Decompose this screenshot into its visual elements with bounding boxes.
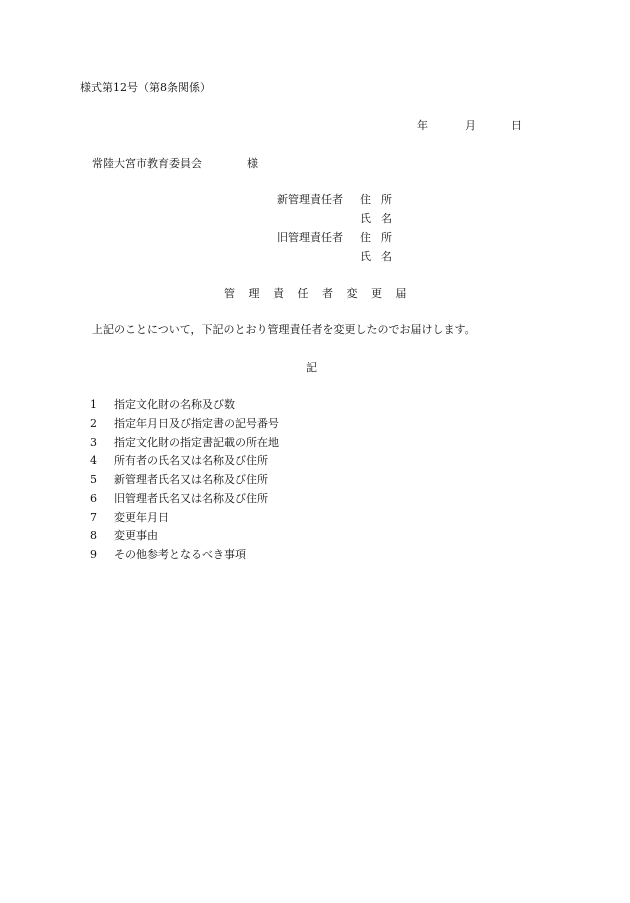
item-number: 1 bbox=[90, 398, 97, 411]
date-year-label: 年 bbox=[417, 119, 428, 132]
item-number: 2 bbox=[90, 416, 97, 430]
old-manager-name-label: 氏名 bbox=[360, 250, 402, 263]
date-month-label: 月 bbox=[465, 119, 476, 132]
item-number: 5 bbox=[90, 473, 97, 486]
list-item bbox=[90, 454, 279, 473]
item-text: 新管理者氏名又は名称及び住所 bbox=[114, 473, 268, 486]
item-text: 変更事由 bbox=[114, 529, 158, 543]
item-number: 8 bbox=[90, 529, 97, 543]
addressee-honorific: 様 bbox=[247, 157, 258, 170]
list-item bbox=[90, 511, 279, 530]
addressee-name: 常陸大宮市教育委員会 bbox=[92, 157, 202, 170]
intro-text: 上記のことについて，下記のとおり管理責任者を変更したのでお届けします。 bbox=[92, 323, 476, 336]
item-text: 旧管理者氏名又は名称及び住所 bbox=[114, 491, 268, 505]
form-number: 様式第12号（第8条関係） bbox=[80, 81, 211, 94]
item-text: 指定年月日及び指定書の記号番号 bbox=[114, 416, 279, 430]
new-manager-name-label: 氏名 bbox=[360, 212, 402, 225]
ki-heading: 記 bbox=[306, 361, 317, 374]
new-manager-address-label: 住所 bbox=[360, 193, 402, 206]
date-day-label: 日 bbox=[511, 119, 522, 132]
old-manager-role: 旧管理責任者 bbox=[277, 231, 343, 244]
form-title: 管理責任者変更届 bbox=[224, 287, 420, 300]
list-item bbox=[90, 436, 279, 455]
item-list bbox=[90, 398, 279, 567]
old-manager-address-label: 住所 bbox=[360, 231, 402, 244]
item-text: 指定文化財の指定書記載の所在地 bbox=[114, 435, 279, 449]
item-number: 3 bbox=[90, 435, 97, 449]
new-manager-role: 新管理責任者 bbox=[277, 193, 343, 206]
item-text: 変更年月日 bbox=[114, 510, 169, 524]
item-number: 7 bbox=[90, 510, 97, 524]
list-item bbox=[90, 398, 279, 417]
item-number: 4 bbox=[90, 454, 97, 468]
item-number: 9 bbox=[90, 548, 97, 561]
item-text: その他参考となるべき事項 bbox=[114, 548, 246, 561]
list-item bbox=[90, 492, 279, 511]
item-text: 指定文化財の名称及び数 bbox=[114, 398, 235, 411]
list-item bbox=[90, 548, 279, 567]
list-item bbox=[90, 473, 279, 492]
list-item bbox=[90, 417, 279, 436]
item-number: 6 bbox=[90, 491, 97, 505]
list-item bbox=[90, 529, 279, 548]
item-text: 所有者の氏名又は名称及び住所 bbox=[114, 454, 268, 468]
